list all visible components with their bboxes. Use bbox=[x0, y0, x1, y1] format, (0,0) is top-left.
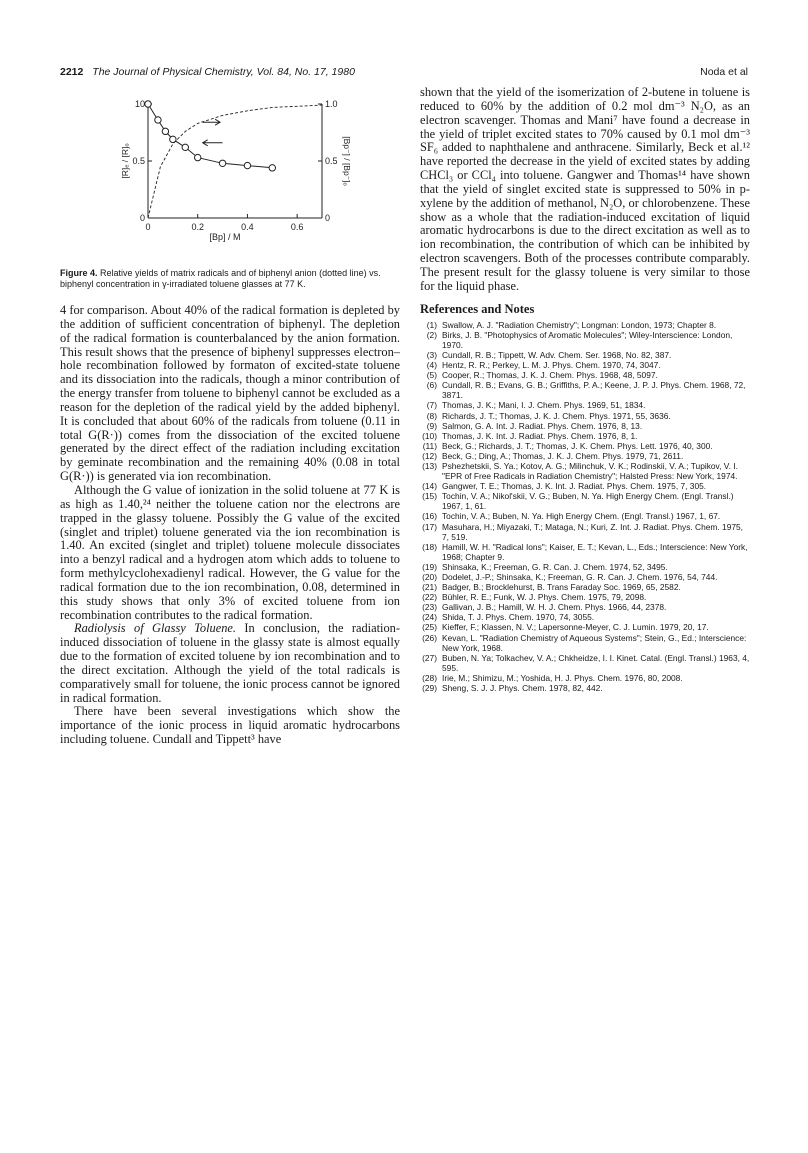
reference-text: Irie, M.; Shimizu, M.; Yoshida, H. J. Phys. Chem. 1976, 80, 2008. bbox=[442, 672, 683, 683]
reference-number: (23) bbox=[422, 602, 437, 613]
paragraph bbox=[60, 622, 400, 705]
reference-number: (28) bbox=[422, 672, 437, 683]
data-point bbox=[269, 165, 275, 171]
reference-item bbox=[420, 481, 750, 491]
data-point bbox=[195, 154, 201, 160]
x-tick-label: 0.6 bbox=[290, 222, 304, 232]
reference-item bbox=[420, 411, 750, 421]
reference-text: Swallow, A. J. "Radiation Chemistry"; Longman: London, 1973; Chapter 8. bbox=[442, 319, 717, 330]
reference-item bbox=[420, 320, 750, 330]
reference-item bbox=[420, 511, 750, 521]
x-tick-label: 0.4 bbox=[241, 222, 254, 232]
reference-number: (15) bbox=[422, 491, 437, 502]
reference-number: (26) bbox=[422, 632, 437, 643]
data-point bbox=[155, 117, 161, 123]
left-column bbox=[60, 86, 400, 747]
reference-number: (27) bbox=[422, 652, 437, 663]
data-point bbox=[162, 128, 168, 134]
reference-text: Thomas, J. K. Int. J. Radiat. Phys. Chem. 1976, 8, 1. bbox=[442, 430, 638, 441]
reference-text: Gallivan, J. B.; Hamill, W. H. J. Chem. Phys. 1966, 44, 2378. bbox=[442, 602, 667, 613]
data-point bbox=[145, 101, 151, 107]
reference-text: Richards, J. T.; Thomas, J. K. J. Chem. Phys. 1971, 55, 3636. bbox=[442, 410, 671, 421]
reference-number: (19) bbox=[422, 561, 437, 572]
running-header bbox=[60, 66, 748, 80]
reference-number: (10) bbox=[422, 430, 437, 441]
reference-text: Pshezhetskii, S. Ya.; Kotov, A. G.; Milinchuk, V. K.; Rodinskii, V. A.; Tupikov, V. I. "EPR of Free Radicals in Radiation Chemistry"; Halsted Press: New York, 1974. bbox=[442, 460, 738, 482]
reference-text: Beck, G.; Ding, A.; Thomas, J. K. J. Chem. Phys. 1979, 71, 2611. bbox=[442, 450, 684, 461]
arrow-left-icon bbox=[203, 140, 223, 146]
data-point bbox=[244, 162, 250, 168]
figure-caption bbox=[60, 268, 400, 290]
reference-number: (11) bbox=[422, 440, 437, 451]
reference-item bbox=[420, 370, 750, 380]
arrow-right-icon bbox=[203, 119, 220, 125]
reference-text: Shinsaka, K.; Freeman, G. R. Can. J. Chem. 1974, 52, 3495. bbox=[442, 561, 668, 572]
reference-text: Cundall, R. B.; Tippett, W. Adv. Chem. Ser. 1968, No. 82, 387. bbox=[442, 349, 672, 360]
reference-text: Thomas, J. K.; Mani, I. J. Chem. Phys. 1969, 51, 1834. bbox=[442, 400, 646, 411]
reference-number: (18) bbox=[422, 541, 437, 552]
reference-item bbox=[420, 683, 750, 693]
reference-item bbox=[420, 673, 750, 683]
reference-number: (12) bbox=[422, 450, 437, 461]
reference-item bbox=[420, 421, 750, 431]
reference-item bbox=[420, 491, 750, 511]
y-tick-label-right: 1.0 bbox=[325, 99, 338, 109]
reference-item bbox=[420, 360, 750, 370]
page-number: 2212 bbox=[60, 66, 84, 78]
y-tick-label-left: 0 bbox=[139, 213, 145, 223]
reference-item bbox=[420, 461, 750, 481]
reference-item bbox=[420, 350, 750, 360]
reference-number: (9) bbox=[426, 420, 437, 431]
series-line-dotted bbox=[148, 105, 322, 218]
reference-item bbox=[420, 602, 750, 612]
reference-number: (1) bbox=[426, 319, 437, 330]
reference-text: Tochin, V. A.; Nikol'skii, V. G.; Buben, N. Ya. High Energy Chem. (Engl. Transl.) 1967, 1, 61. bbox=[442, 491, 734, 512]
paragraph: 4 for comparison. About 40% of the radical formation is depleted by the addition of sufficient concentration of biphenyl. The depletion of the radical formation is counterbalanced by the anion formation. This result shows that the presence of biphenyl suppresses electron–hole recombination followed by formaton of excited-state toluene and its dissociation into the radicals, though a minor contribution of the energy transfer from toluene to biphenyl cannot be excluded as a reason for the depletion of the radical yield by the added biphenyl. It is concluded that about 60% of the radicals from toluene (0.11 in total G(R·)) comes from the dissociation of the excited toluene generated by the direct effect of the radiation including excitation by geminate recombination and the remaining 40% (0.08 in total G(R·)) is generated via ion recombination. bbox=[60, 303, 400, 484]
reference-number: (4) bbox=[426, 360, 437, 371]
reference-item bbox=[420, 653, 750, 673]
figure-caption-label: Figure 4. bbox=[60, 268, 98, 278]
author-running-head: Noda et al bbox=[700, 66, 748, 78]
y-axis-label-left: [R]ₑ / [R]ₒ bbox=[120, 143, 130, 179]
y-tick-label-right: 0 bbox=[325, 213, 331, 223]
reference-text: Buben, N. Ya; Tolkachev, V. A.; Chkheidze, I. I. Kinet. Catal. (Engl. Transl.) 1963, 4, 595. bbox=[442, 652, 750, 673]
reference-number: (14) bbox=[422, 481, 437, 492]
data-point bbox=[182, 144, 188, 150]
reference-text: Kieffer, F.; Klassen, N. V.; Lapersonne-Meyer, C. J. Lumin. 1979, 20, 17. bbox=[442, 622, 709, 633]
reference-text: Cundall, R. B.; Evans, G. B.; Griffiths, P. A.; Keene, J. P. J. Phys. Chem. 1968, 72, 3871. bbox=[442, 380, 746, 401]
reference-number: (22) bbox=[422, 592, 437, 603]
reference-number: (20) bbox=[422, 572, 437, 582]
reference-item bbox=[420, 622, 750, 632]
reference-number: (21) bbox=[422, 582, 437, 593]
y-tick-label-left: 0.5 bbox=[132, 156, 145, 166]
reference-text: Masuhara, H.; Miyazaki, T.; Mataga, N.; Kuri, Z. Int. J. Radiat. Phys. Chem. 1975, 7, 519. bbox=[442, 521, 743, 542]
reference-number: (8) bbox=[426, 410, 437, 421]
reference-item bbox=[420, 612, 750, 622]
paragraph: Although the G value of ionization in the solid toluene at 77 K is as high as 1.40,²⁴ neither the toluene cation nor the electrons are trapped in the glassy toluene. Possibly the G value of the excited (singlet and triplet) toluene generated via the ion recombination is 1.40. An excited (singlet and triplet) toluene molecule dissociates into a benzyl radical and a hydrogen atom which adds to toluene to form methylcyclohexadienyl radical. However, the G value for the radical formation due to the ion recombination, 0.08, determined in this study shows that only 3% of excited toluene from ion recombination contributes to the radical formation. bbox=[60, 482, 400, 622]
reference-number: (25) bbox=[422, 622, 437, 633]
paragraph: There have been several investigations which show the importance of the ionic process in liquid aromatic hydrocarbons including toluene. Cundall and Tippett³ have bbox=[60, 704, 400, 747]
reference-text: Salmon, G. A. Int. J. Radiat. Phys. Chem. 1976, 8, 13. bbox=[442, 420, 643, 431]
reference-text: Bühler, R. E.; Funk, W. J. Phys. Chem. 1975, 79, 2098. bbox=[442, 592, 647, 603]
reference-item bbox=[420, 542, 750, 562]
right-column bbox=[420, 86, 750, 693]
reference-text: Dodelet, J.-P.; Shinsaka, K.; Freeman, G. R. Can. J. Chem. 1976, 54, 744. bbox=[442, 572, 718, 582]
reference-text: Tochin, V. A.; Buben, N. Ya. High Energy Chem. (Engl. Transl.) 1967, 1, 67. bbox=[442, 511, 721, 522]
reference-text: Beck, G.; Richards, J. T.; Thomas, J. K. Chem. Phys. Lett. 1976, 40, 300. bbox=[442, 440, 713, 451]
reference-number: (16) bbox=[422, 511, 437, 522]
journal-citation: The Journal of Physical Chemistry, Vol. 84, No. 17, 1980 bbox=[92, 66, 355, 78]
section-run-in-title: Radiolysis of Glassy Toluene. bbox=[74, 621, 237, 636]
x-tick-label: 0.2 bbox=[191, 222, 204, 232]
paragraph: shown that the yield of the isomerization of 2-butene in toluene is reduced to 60% by the addition of 0.2 mol dm⁻³ N₂O, as an electron scavenger. Thomas and Mani⁷ have found a decrease in the yield of triplet excited states to 70% caused by 0.1 mol dm⁻³ SF₆ added to naphthalene and anthracene. Similarly, Beck et al.¹² have reported the decrease in the yield of excited states by adding CHCl₃ or CCl₄ into toluene. Gangwer and Thomas¹⁴ have shown that the yield of singlet excited state is suppressed to 50% in p-xylene by the addition of methanol, N₂O, or chlorobenzene. These show as a whole that the radiation-induced excitation of liquid aromatic hydrocarbons is due to the direct excitation as well as to ion recombination, the contribution of which can be inhibited by electron scavengers. Both of the processes contribute comparably. The present result for the glassy toluene is very similar to those for the liquid phase. bbox=[420, 85, 750, 293]
reference-number: (3) bbox=[426, 349, 437, 360]
reference-number: (17) bbox=[422, 521, 437, 532]
reference-text: Shida, T. J. Phys. Chem. 1970, 74, 3055. bbox=[442, 612, 595, 623]
reference-item bbox=[420, 572, 750, 582]
reference-item bbox=[420, 431, 750, 441]
x-axis-label: [Bp] / M bbox=[209, 232, 241, 242]
figure-4-chart bbox=[60, 86, 400, 264]
reference-item bbox=[420, 441, 750, 451]
data-point bbox=[219, 160, 225, 166]
reference-number: (13) bbox=[422, 460, 437, 471]
figure-caption-text: Relative yields of matrix radicals and of biphenyl anion (dotted line) vs. biphenyl concentration in γ-irradiated toluene glasses at 77 K. bbox=[60, 268, 381, 289]
reference-text: Sheng, S. J. J. Phys. Chem. 1978, 82, 442. bbox=[442, 683, 603, 694]
references-heading: References and Notes bbox=[420, 301, 535, 316]
reference-text: Kevan, L. "Radiation Chemistry of Aqueous Systems"; Stein, G., Ed.; Interscience: New York, 1968. bbox=[442, 632, 747, 653]
reference-item bbox=[420, 380, 750, 400]
reference-item bbox=[420, 582, 750, 592]
reference-text: Birks, J. B. "Photophysics of Aromatic Molecules"; Wiley-Interscience: London, 1970. bbox=[442, 329, 733, 350]
reference-item bbox=[420, 592, 750, 602]
series-line bbox=[148, 104, 272, 168]
paragraph-text: In conclusion, the radiation-induced dissociation of toluene in the glassy state is almost equally due to the formation of excited toluene by ion recombination and to the direct excitation. Although the yield of the total radicals is comparatively small for toluene, the ionic process cannot be ignored in radical formation. bbox=[60, 621, 401, 705]
reference-item bbox=[420, 330, 750, 350]
reference-item bbox=[420, 633, 750, 653]
reference-text: Hamill, W. H. "Radical Ions"; Kaiser, E. T.; Kevan, L., Eds.; Interscience: New York, 1968; Chapter 9. bbox=[442, 541, 748, 562]
reference-text: Hentz, R. R.; Perkey, L. M. J. Phys. Chem. 1970, 74, 3047. bbox=[442, 360, 661, 371]
x-tick-label: 0 bbox=[145, 222, 151, 232]
reference-number: (7) bbox=[426, 400, 437, 411]
reference-number: (29) bbox=[422, 683, 437, 694]
figure-4 bbox=[60, 86, 400, 264]
y-axis-label-right: [Bp⁻] / [Bp⁻]ₒ bbox=[342, 136, 352, 186]
reference-number: (5) bbox=[426, 370, 437, 381]
reference-number: (2) bbox=[426, 329, 437, 340]
reference-text: Cooper, R.; Thomas, J. K. J. Chem. Phys. 1968, 48, 5097. bbox=[442, 370, 658, 381]
reference-text: Gangwer, T. E.; Thomas, J. K. Int. J. Radiat. Phys. Chem. 1975, 7, 305. bbox=[442, 481, 707, 492]
reference-item bbox=[420, 451, 750, 461]
y-tick-label-left: 10 bbox=[134, 99, 145, 109]
reference-item bbox=[420, 400, 750, 410]
reference-number: (6) bbox=[426, 380, 437, 391]
reference-item bbox=[420, 522, 750, 542]
y-tick-label-right: 0.5 bbox=[325, 156, 338, 166]
reference-item bbox=[420, 562, 750, 572]
references-list bbox=[420, 320, 750, 693]
reference-number: (24) bbox=[422, 612, 437, 623]
reference-text: Badger, B.; Brocklehurst, B. Trans Faraday Soc. 1969, 65, 2582. bbox=[442, 582, 681, 593]
